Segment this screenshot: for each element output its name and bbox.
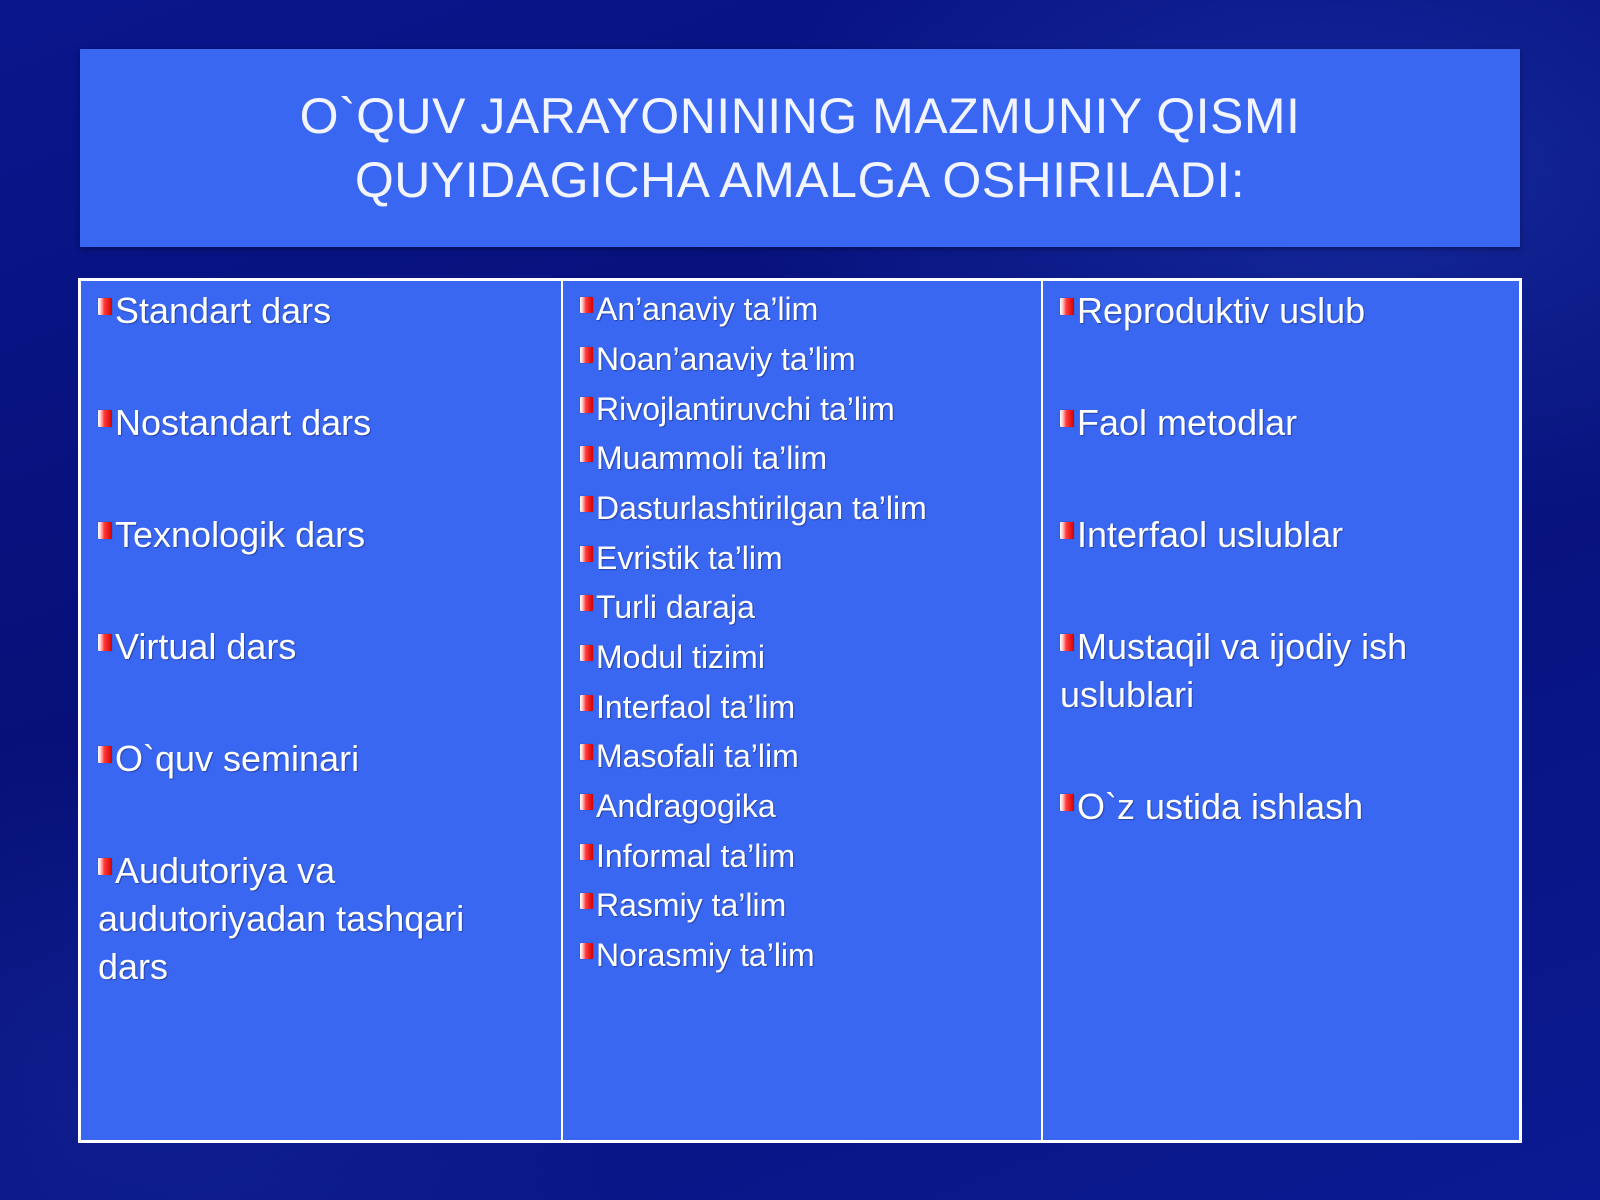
bullet-icon [580,744,593,760]
list-item: An’anaviy ta’lim [580,289,1031,329]
bullet-icon [580,546,593,562]
list-item: O`quv seminari [98,735,543,783]
bullet-icon [98,410,112,427]
bullet-icon [580,347,593,363]
bullet-icon [580,893,593,909]
list-item: Faol metodlar [1060,399,1501,447]
slide-title: O`QUV JARAYONINING MAZMUNIY QISMI QUYIDAGICHA AMALGA OSHIRILADI: [299,88,1301,208]
list-item: O`z ustida ishlash [1060,783,1501,831]
bullet-icon [580,645,593,661]
bullet-icon [580,943,593,959]
list-item: Informal ta’lim [580,836,1031,876]
list-item: Standart dars [98,287,543,335]
bullet-icon [1060,522,1074,539]
bullet-icon [98,298,112,315]
list-item: Audutoriya va audutoriyadan tashqari dars [98,850,465,987]
bullet-icon [1060,634,1074,651]
content-table [78,278,1522,1143]
list-item: Reproduktiv uslub [1060,287,1501,335]
title-box [80,49,1520,247]
bullet-icon [580,595,593,611]
list-item: Norasmiy ta’lim [580,935,1031,975]
list-item: Texnologik dars [98,511,543,559]
list-item: Nostandart dars [98,399,543,447]
list-item: Masofali ta’lim [580,736,1031,776]
bullet-icon [580,844,593,860]
bullet-icon [580,695,593,711]
bullet-icon [1060,794,1074,811]
list-item: Rasmiy ta’lim [580,885,1031,925]
bullet-icon [98,858,112,875]
bullet-icon [1060,410,1074,427]
list-item: Dasturlashtirilgan ta’lim [580,488,1031,528]
list-item: Noan’anaviy ta’lim [580,339,1031,379]
list-item: Rivojlantiruvchi ta’lim [580,389,1031,429]
bullet-icon [580,446,593,462]
bullet-icon [98,522,112,539]
list-item: Interfaol ta’lim [580,687,1031,727]
bullet-icon [1060,298,1074,315]
list-item: Andragogika [580,786,1031,826]
column-methods [1041,281,1519,1140]
column-education-types [561,281,1041,1140]
list-item: Modul tizimi [580,637,1031,677]
bullet-icon [580,496,593,512]
bullet-icon [580,794,593,810]
list-item: Mustaqil va ijodiy ish uslublari [1060,626,1408,715]
bullet-icon [580,397,593,413]
list-item: Turli daraja [580,587,1031,627]
list-item: Virtual dars [98,623,543,671]
list-item: Interfaol uslublar [1060,511,1501,559]
bullet-icon [580,297,593,313]
list-item: Evristik ta’lim [580,538,1031,578]
bullet-icon [98,746,112,763]
column-lesson-types [81,281,561,1140]
bullet-icon [98,634,112,651]
list-item: Muammoli ta’lim [580,438,1031,478]
